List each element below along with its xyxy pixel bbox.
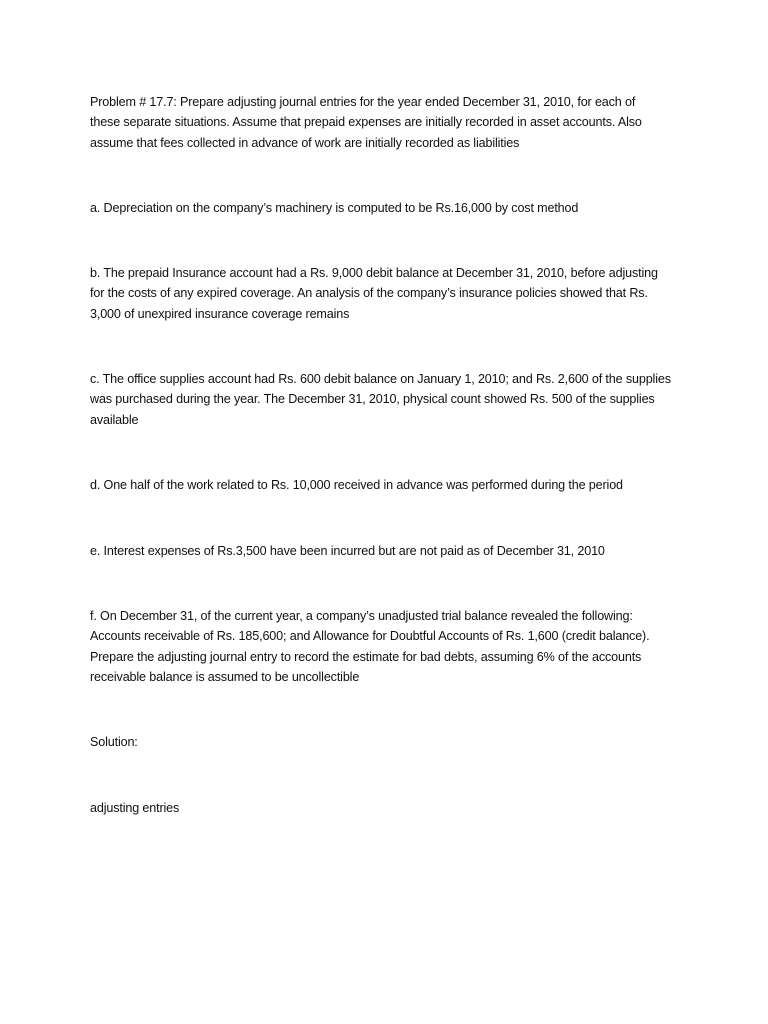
text-line: Problem # 17.7: Prepare adjusting journal entries for the year ended December 31, 2010, for each of (90, 95, 636, 109)
text-line: for the costs of any expired coverage. An analysis of the company’s insurance policies showed that Rs. (90, 286, 648, 301)
text-line: a. Depreciation on the company’s machinery is computed to be Rs.16,000 by cost method (90, 201, 579, 215)
text-line: these separate situations. Assume that prepaid expenses are initially recorded in asset accounts. Also (90, 115, 642, 130)
text-line: Prepare the adjusting journal entry to record the estimate for bad debts, assuming 6% of the accounts (90, 649, 642, 664)
item-c (90, 369, 690, 430)
text-line: d. One half of the work related to Rs. 10,000 received in advance was performed during the period (90, 478, 623, 492)
item-f (90, 606, 690, 687)
text-line: 3,000 of unexpired insurance coverage remains (90, 306, 350, 321)
text-line: f. On December 31, of the current year, a company’s unadjusted trial balance revealed the following: (90, 609, 633, 623)
problem-statement (90, 92, 690, 153)
text-line: assume that fees collected in advance of work are initially recorded as liabilities (90, 135, 520, 150)
text-line: Solution: (90, 735, 138, 749)
text-line: adjusting entries (90, 801, 180, 815)
item-b (90, 263, 690, 324)
solution-heading (90, 732, 690, 752)
text-line: c. The office supplies account had Rs. 600 debit balance on January 1, 2010; and Rs. 2,600 of the supplies (90, 372, 671, 386)
item-d (90, 475, 690, 495)
text-line: b. The prepaid Insurance account had a Rs. 9,000 debit balance at December 31, 2010, before adjusting (90, 266, 658, 280)
item-a (90, 198, 690, 218)
text-line: was purchased during the year. The December 31, 2010, physical count showed Rs. 500 of the supplies (90, 392, 655, 407)
item-e (90, 541, 690, 561)
adjusting-entries-label (90, 798, 690, 818)
text-line: e. Interest expenses of Rs.3,500 have been incurred but are not paid as of December 31, 2010 (90, 544, 605, 558)
text-line: receivable balance is assumed to be uncollectible (90, 669, 360, 684)
text-line: available (90, 412, 139, 427)
text-line: Accounts receivable of Rs. 185,600; and Allowance for Doubtful Accounts of Rs. 1,600 (credit balance). (90, 629, 650, 644)
